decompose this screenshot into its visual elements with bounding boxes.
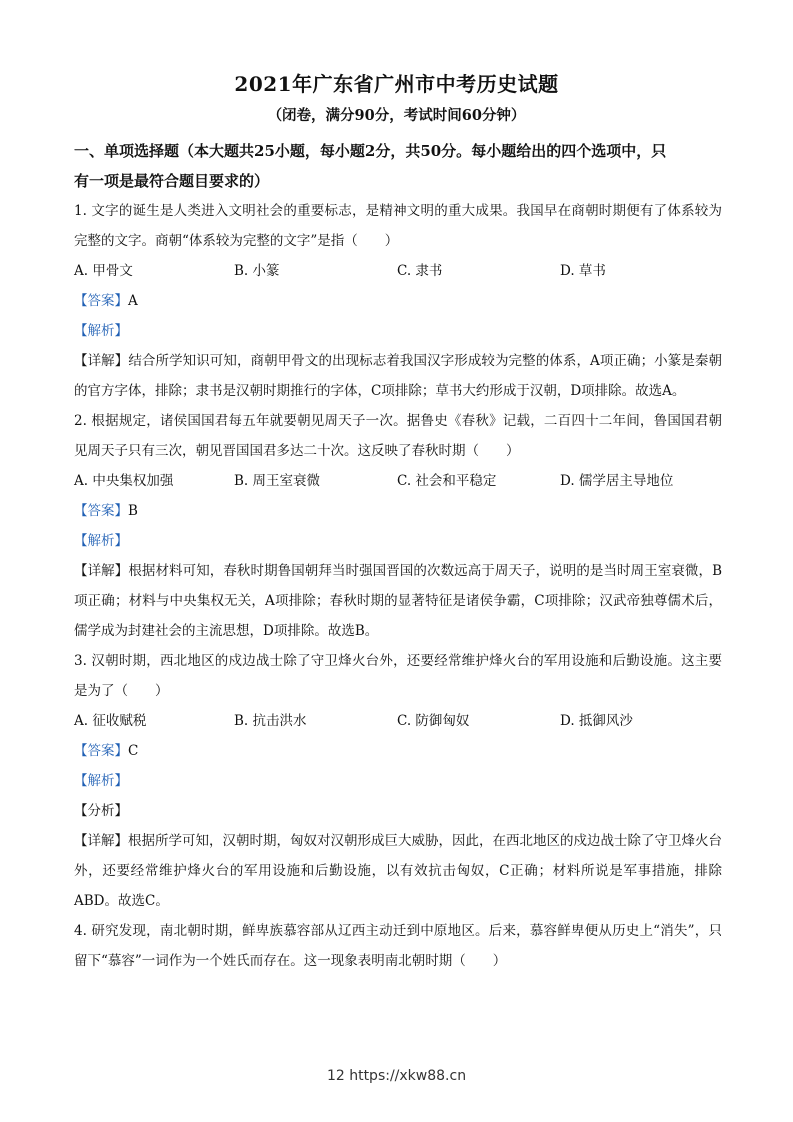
question-3-detail (74, 826, 722, 916)
question-1-detail (74, 346, 722, 406)
question-2-analysis (74, 526, 722, 556)
detail-tag: 【详解】 (74, 563, 129, 579)
question-3-option-c: C. 防御匈奴 (397, 713, 470, 729)
detail-tag: 【详解】 (74, 833, 128, 849)
exam-content (74, 136, 722, 976)
question-2-option-c: C. 社会和平稳定 (397, 473, 497, 489)
detail-text: 结合所学知识可知，商朝甲骨文的出现标志着我国汉字形成较为完整的体系，A项正确；小篆是秦朝的官方字体，排除；隶书是汉朝时期推行的字体，C项排除；草书大约形成于汉朝，D项排除。故选A。 (74, 353, 723, 399)
question-2-options (74, 466, 722, 496)
page-footer: 12 https://xkw88.cn (326, 1068, 467, 1084)
fenxi-tag: 【分析】 (74, 803, 128, 819)
question-2-option-b: B. 周王室衰微 (234, 473, 321, 489)
question-1-text: 1. 文字的诞生是人类进入文明社会的重要标志，是精神文明的重大成果。我国早在商朝时期便有了体系较为完整的文字。商朝“体系较为完整的文字”是指（ ） (74, 203, 722, 249)
page-subtitle: （闭卷，满分90分，考试时间60分钟） (267, 107, 526, 124)
question-1-options (74, 256, 722, 286)
question-1-answer (74, 286, 722, 316)
question-1-option-b: B. 小篆 (234, 263, 280, 279)
analysis-tag: 【解析】 (74, 773, 128, 789)
question-3-options (74, 706, 722, 736)
question-2-option-a: A. 中央集权加强 (74, 473, 174, 489)
section-heading-line-2: 有一项是最符合题目要求的） (74, 172, 270, 190)
question-3-option-a: A. 征收赋税 (74, 713, 147, 729)
question-2-option-d: D. 儒学居主导地位 (560, 473, 674, 489)
question-3-text: 3. 汉朝时期，西北地区的戍边战士除了守卫烽火台外，还要经常维护烽火台的军用设施和后勤设施。这主要是为了（ ） (74, 653, 722, 699)
analysis-tag: 【解析】 (74, 323, 128, 339)
answer-tag: 【答案】 (74, 293, 128, 309)
question-3-fenxi (74, 796, 722, 826)
answer-tag: 【答案】 (74, 503, 128, 519)
question-2-answer (74, 496, 722, 526)
answer-value: C (128, 743, 139, 759)
section-heading (74, 136, 722, 196)
detail-text: 根据所学可知，汉朝时期，匈奴对汉朝形成巨大威胁，因此，在西北地区的戍边战士除了守卫烽火台外，还要经常维护烽火台的军用设施和后勤设施，以有效抗击匈奴，C正确；材料所说是军事措施，排除ABD。故选C。 (74, 833, 722, 909)
question-1-analysis (74, 316, 722, 346)
page-title: 2021年广东省广州市中考历史试题 (234, 72, 559, 96)
analysis-tag: 【解析】 (74, 533, 128, 549)
question-1-option-d: D. 草书 (560, 263, 606, 279)
question-3-analysis (74, 766, 722, 796)
question-1-option-c: C. 隶书 (397, 263, 443, 279)
question-3-option-d: D. 抵御风沙 (560, 713, 633, 729)
answer-tag: 【答案】 (74, 743, 128, 759)
question-1-option-a: A. 甲骨文 (74, 263, 133, 279)
section-heading-line-1: 一、单项选择题（本大题共25小题，每小题2分，共50分。每小题给出的四个选项中，只 (74, 142, 667, 160)
answer-value: B (128, 503, 138, 519)
answer-value: A (128, 293, 138, 309)
question-3-answer (74, 736, 722, 766)
detail-tag: 【详解】 (74, 353, 129, 369)
question-2-text: 2. 根据规定，诸侯国国君每五年就要朝见周天子一次。据鲁史《春秋》记载，二百四十二年间，鲁国国君朝见周天子只有三次，朝见晋国国君多达二十次。这反映了春秋时期（ ） (74, 413, 722, 459)
detail-text: 根据材料可知，春秋时期鲁国朝拜当时强国晋国的次数远高于周天子，说明的是当时周王室衰微，B项正确；材料与中央集权无关，A项排除；春秋时期的显著特征是诸侯争霸，C项排除；汉武帝独尊儒术后，儒学成为封建社会的主流思想，D项排除。故选B。 (74, 563, 723, 639)
question-2-detail (74, 556, 722, 646)
question-4-text: 4. 研究发现，南北朝时期，鲜卑族慕容部从辽西主动迁到中原地区。后来，慕容鲜卑便从历史上“消失”，只留下“慕容”一词作为一个姓氏而存在。这一现象表明南北朝时期（ ） (74, 923, 722, 969)
question-3-option-b: B. 抗击洪水 (234, 713, 307, 729)
